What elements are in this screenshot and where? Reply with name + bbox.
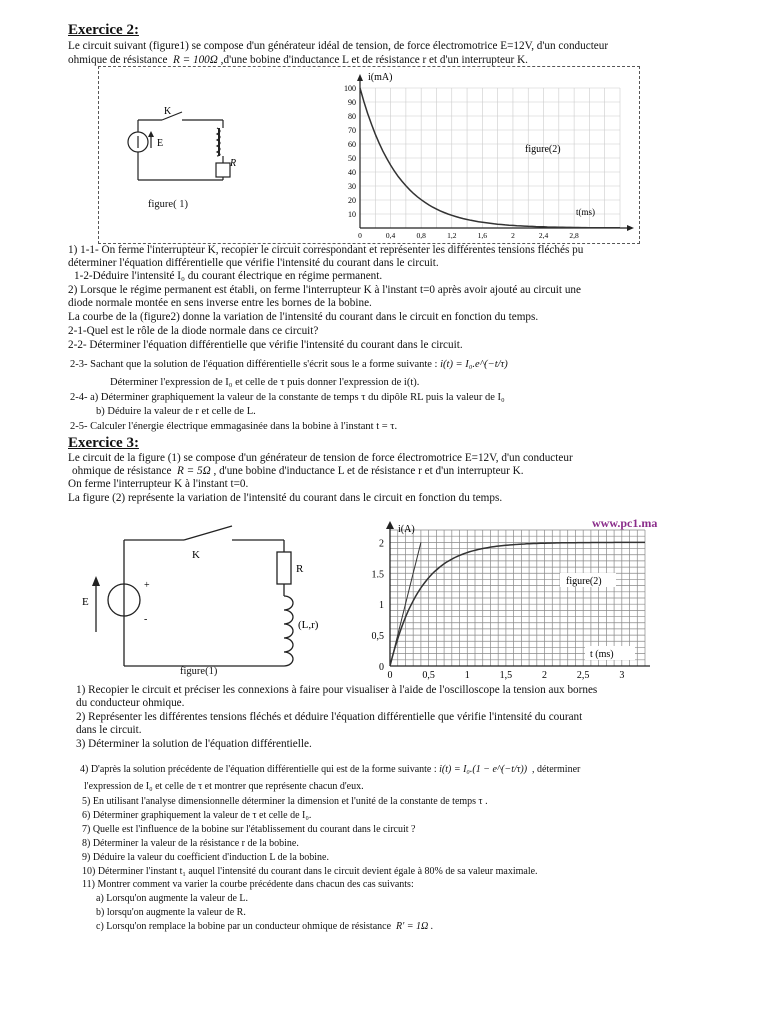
ex2-intro-line2: ohmique de résistance R = 100Ω ,d'une bobine d'inductance L et de résistance r et d'un interrupteur K.: [68, 54, 528, 66]
x-tick-label-ex3: 2,5: [576, 670, 590, 681]
emf-label-ex3: E: [82, 596, 89, 608]
ex2-q2-3: 2-3- Sachant que la solution de l'équation différentielle s'écrit sous le a forme suivante : i(t) = I₀.e^(−t/τ): [70, 359, 508, 370]
y-tick-label-ex3: 2: [379, 538, 384, 550]
ex3-q7: 7) Quelle est l'influence de la bobine sur l'établissement du courant dans le circuit ?: [82, 824, 416, 835]
y-tick-label: 50: [348, 154, 356, 163]
ex3-circuit-figure: [74, 520, 364, 685]
figure2-caption-ex3: figure(2): [566, 576, 602, 587]
resistor-label-ex3: R: [296, 563, 304, 575]
rise-formula: i(t) = I₀.(1 − e^(−t/τ)): [439, 764, 528, 775]
y-tick-label-ex3: 0,5: [371, 631, 384, 643]
ex3-q11b: b) lorsqu'on augmente la valeur de R.: [96, 907, 246, 918]
ex2-q2-1: 2-1-Quel est le rôle de la diode normale dans ce circuit?: [68, 325, 319, 337]
y-tick-label: 20: [348, 196, 356, 205]
switch-label-ex3: K: [192, 549, 200, 561]
plus-label: +: [144, 580, 150, 591]
ex3-figure1-caption: figure(1): [180, 666, 218, 677]
ex3-q4-line1: 4) D'après la solution précédente de l'équation différentielle qui est de la forme suivante : i(t) = I₀.(1 − e^(−t/τ)) , déterminer: [80, 764, 581, 775]
y-tick-label: 40: [348, 168, 356, 177]
ex3-q3: 3) Déterminer la solution de l'équation différentielle.: [76, 738, 312, 750]
ex2-q2-line2: diode normale montée en sens inverse entre les bornes de la bobine.: [68, 297, 372, 309]
y-axis-label: i(mA): [368, 72, 393, 83]
x-tick-label: 1,2: [447, 231, 457, 240]
y-tick-label: 10: [348, 210, 356, 219]
ex3-rise-chart: [360, 518, 660, 684]
ex2-q2-4a: 2-4- a) Déterminer graphiquement la valeur de la constante de temps τ du dipôle RL puis la valeur de I₀: [70, 392, 505, 403]
arrow-icon: [148, 131, 154, 137]
ex3-q11c: c) Lorsqu'on remplace la bobine par un conducteur ohmique de résistance R' = 1Ω .: [96, 921, 434, 932]
x-tick-label-ex3: 1: [464, 670, 470, 681]
ex3-q4-line2: l'expression de I₀ et celle de τ et montrer que représente chacun d'eux.: [84, 781, 364, 792]
minus-label: -: [144, 614, 148, 625]
y-tick-label-ex3: 0: [379, 662, 384, 673]
watermark: www.pc1.ma: [592, 516, 658, 530]
y-tick-label: 70: [348, 126, 356, 135]
coil-label: (L,r): [298, 619, 319, 631]
ex3-q11a: a) Lorsqu'on augmente la valeur de L.: [96, 893, 249, 904]
y-tick-label: 30: [348, 182, 356, 191]
y-tick-label: 100: [344, 84, 356, 93]
ex3-q1-line1: 1) Recopier le circuit et préciser les connexions à faire pour visualiser à l'aide de l'oscilloscope la tension aux bornes: [76, 684, 598, 696]
ex2-decay-chart: [330, 70, 640, 245]
figure2-caption: figure(2): [525, 144, 561, 155]
emf-label: E: [157, 138, 164, 149]
ex3-q2-line1: 2) Représenter les différentes tensions fléchés et déduire l'équation différentielle que vérifie l'intensité du courant: [76, 711, 583, 723]
ex2-figure1-caption: figure( 1): [148, 199, 188, 210]
ex3-q5: 5) En utilisant l'analyse dimensionnelle déterminer la dimension et l'unité de la constante de temps τ .: [82, 796, 488, 807]
x-axis-label: t(ms): [576, 207, 595, 217]
ex2-intro-line1: Le circuit suivant (figure1) se compose d'un générateur idéal de tension, de force électromotrice E=12V, d'un conducteur: [68, 40, 609, 52]
ex3-q10: 10) Déterminer l'instant t₁ auquel l'intensité du courant dans le circuit devient égale à 80% de sa valeur maximale.: [82, 866, 538, 877]
ex3-intro-line2: ohmique de résistance R = 5Ω , d'une bobine d'inductance L et de résistance r et d'un interrupteur K.: [72, 465, 524, 477]
ex2-q2-4b: b) Déduire la valeur de r et celle de L.: [96, 406, 256, 417]
replacement-resistance-formula: R' = 1Ω .: [396, 921, 434, 932]
ex3-q1-line2: du conducteur ohmique.: [76, 697, 185, 709]
x-tick-label-ex3: 1,5: [499, 670, 513, 681]
ex3-q6: 6) Déterminer graphiquement la valeur de τ et celle de I₀.: [82, 810, 312, 821]
x-tick-label-ex3: 3: [619, 670, 625, 681]
x-tick-label: 1,6: [477, 231, 488, 240]
y-arrow-icon: [357, 74, 363, 81]
ex3-q11: 11) Montrer comment va varier la courbe précédente dans chacun des cas suivants:: [82, 879, 414, 890]
ex2-q2-line3: La courbe de la (figure2) donne la variation de l'intensité du courant dans le circuit en fonction du temps.: [68, 311, 539, 323]
y-arrow-icon-ex3: [386, 521, 394, 529]
x-axis-label-ex3: t (ms): [590, 649, 614, 660]
x-tick-label: 2,8: [569, 231, 579, 240]
y-tick-label: 80: [348, 112, 356, 121]
ex2-q2-line1: 2) Lorsque le régime permanent est établi, on ferme l'interrupteur K à l'instant t=0 après avoir ajouté au circuit une: [68, 284, 581, 296]
ex2-q1-1-line1: 1) 1-1- On ferme l'interrupteur K, recopier le circuit correspondant et représenter les différentes tensions fléchés pu: [68, 244, 584, 256]
x-tick-label: 2: [511, 231, 515, 240]
x-tick-label: 0,4: [385, 231, 396, 240]
resistor-label: R: [230, 158, 237, 169]
ex3-intro-line1: Le circuit de la figure (1) se compose d'un générateur de tension de force électromotrice E=12V, d'un conducteur: [68, 452, 573, 464]
ex2-q2-5: 2-5- Calculer l'énergie électrique emmagasinée dans la bobine à l'instant t = τ.: [70, 421, 398, 432]
x-tick-label-ex3: 2: [542, 670, 548, 681]
decay-formula: i(t) = I₀.e^(−t/τ): [440, 359, 508, 370]
exercise-2-title: Exercice 2:: [68, 22, 139, 38]
y-axis-label-ex3: i(A): [398, 524, 415, 535]
ex2-q2-2: 2-2- Déterminer l'équation différentielle que vérifie l'intensité du courant dans le circuit.: [68, 339, 463, 351]
ex2-q1-1-line2: déterminer l'équation différentielle que vérifie l'intensité du courant dans le circuit.: [68, 257, 439, 269]
emf-arrow-icon: [92, 576, 100, 586]
switch-label: K: [164, 106, 172, 117]
ex2-q1-2: 1-2-Déduire l'intensité I₀ du courant électrique en régime permanent.: [74, 270, 383, 282]
y-tick-label: 90: [348, 98, 356, 107]
ex3-q2-line2: dans le circuit.: [76, 724, 142, 736]
exercise-3-title: Exercice 3:: [68, 435, 139, 451]
ex2-q2-3b: Déterminer l'expression de I₀ et celle de τ puis donner l'expression de i(t).: [110, 377, 420, 388]
resistance-formula: R = 100Ω: [173, 54, 218, 66]
ex3-q8: 8) Déterminer la valeur de la résistance r de la bobine.: [82, 838, 299, 849]
y-tick-label-ex3: 1: [379, 600, 384, 612]
ex3-q9: 9) Déduire la valeur du coefficient d'induction L de la bobine.: [82, 852, 329, 863]
x-arrow-icon: [627, 225, 634, 231]
x-tick-label-ex3: 0: [387, 670, 393, 681]
y-tick-label: 60: [348, 140, 356, 149]
resistance-formula-ex3: R = 5Ω: [177, 465, 211, 477]
ex2-circuit-figure: [118, 100, 253, 215]
x-tick-label: 0: [358, 231, 362, 240]
y-tick-label-ex3: 1.5: [371, 569, 384, 581]
x-tick-label: 0,8: [416, 231, 426, 240]
x-tick-label-ex3: 0,5: [422, 670, 435, 681]
ex3-intro-line4: La figure (2) représente la variation de l'intensité du courant dans le circuit en fonction du temps.: [68, 492, 503, 504]
ex3-intro-line3: On ferme l'interrupteur K à l'instant t=0.: [68, 478, 249, 490]
x-tick-label: 2,4: [538, 231, 549, 240]
